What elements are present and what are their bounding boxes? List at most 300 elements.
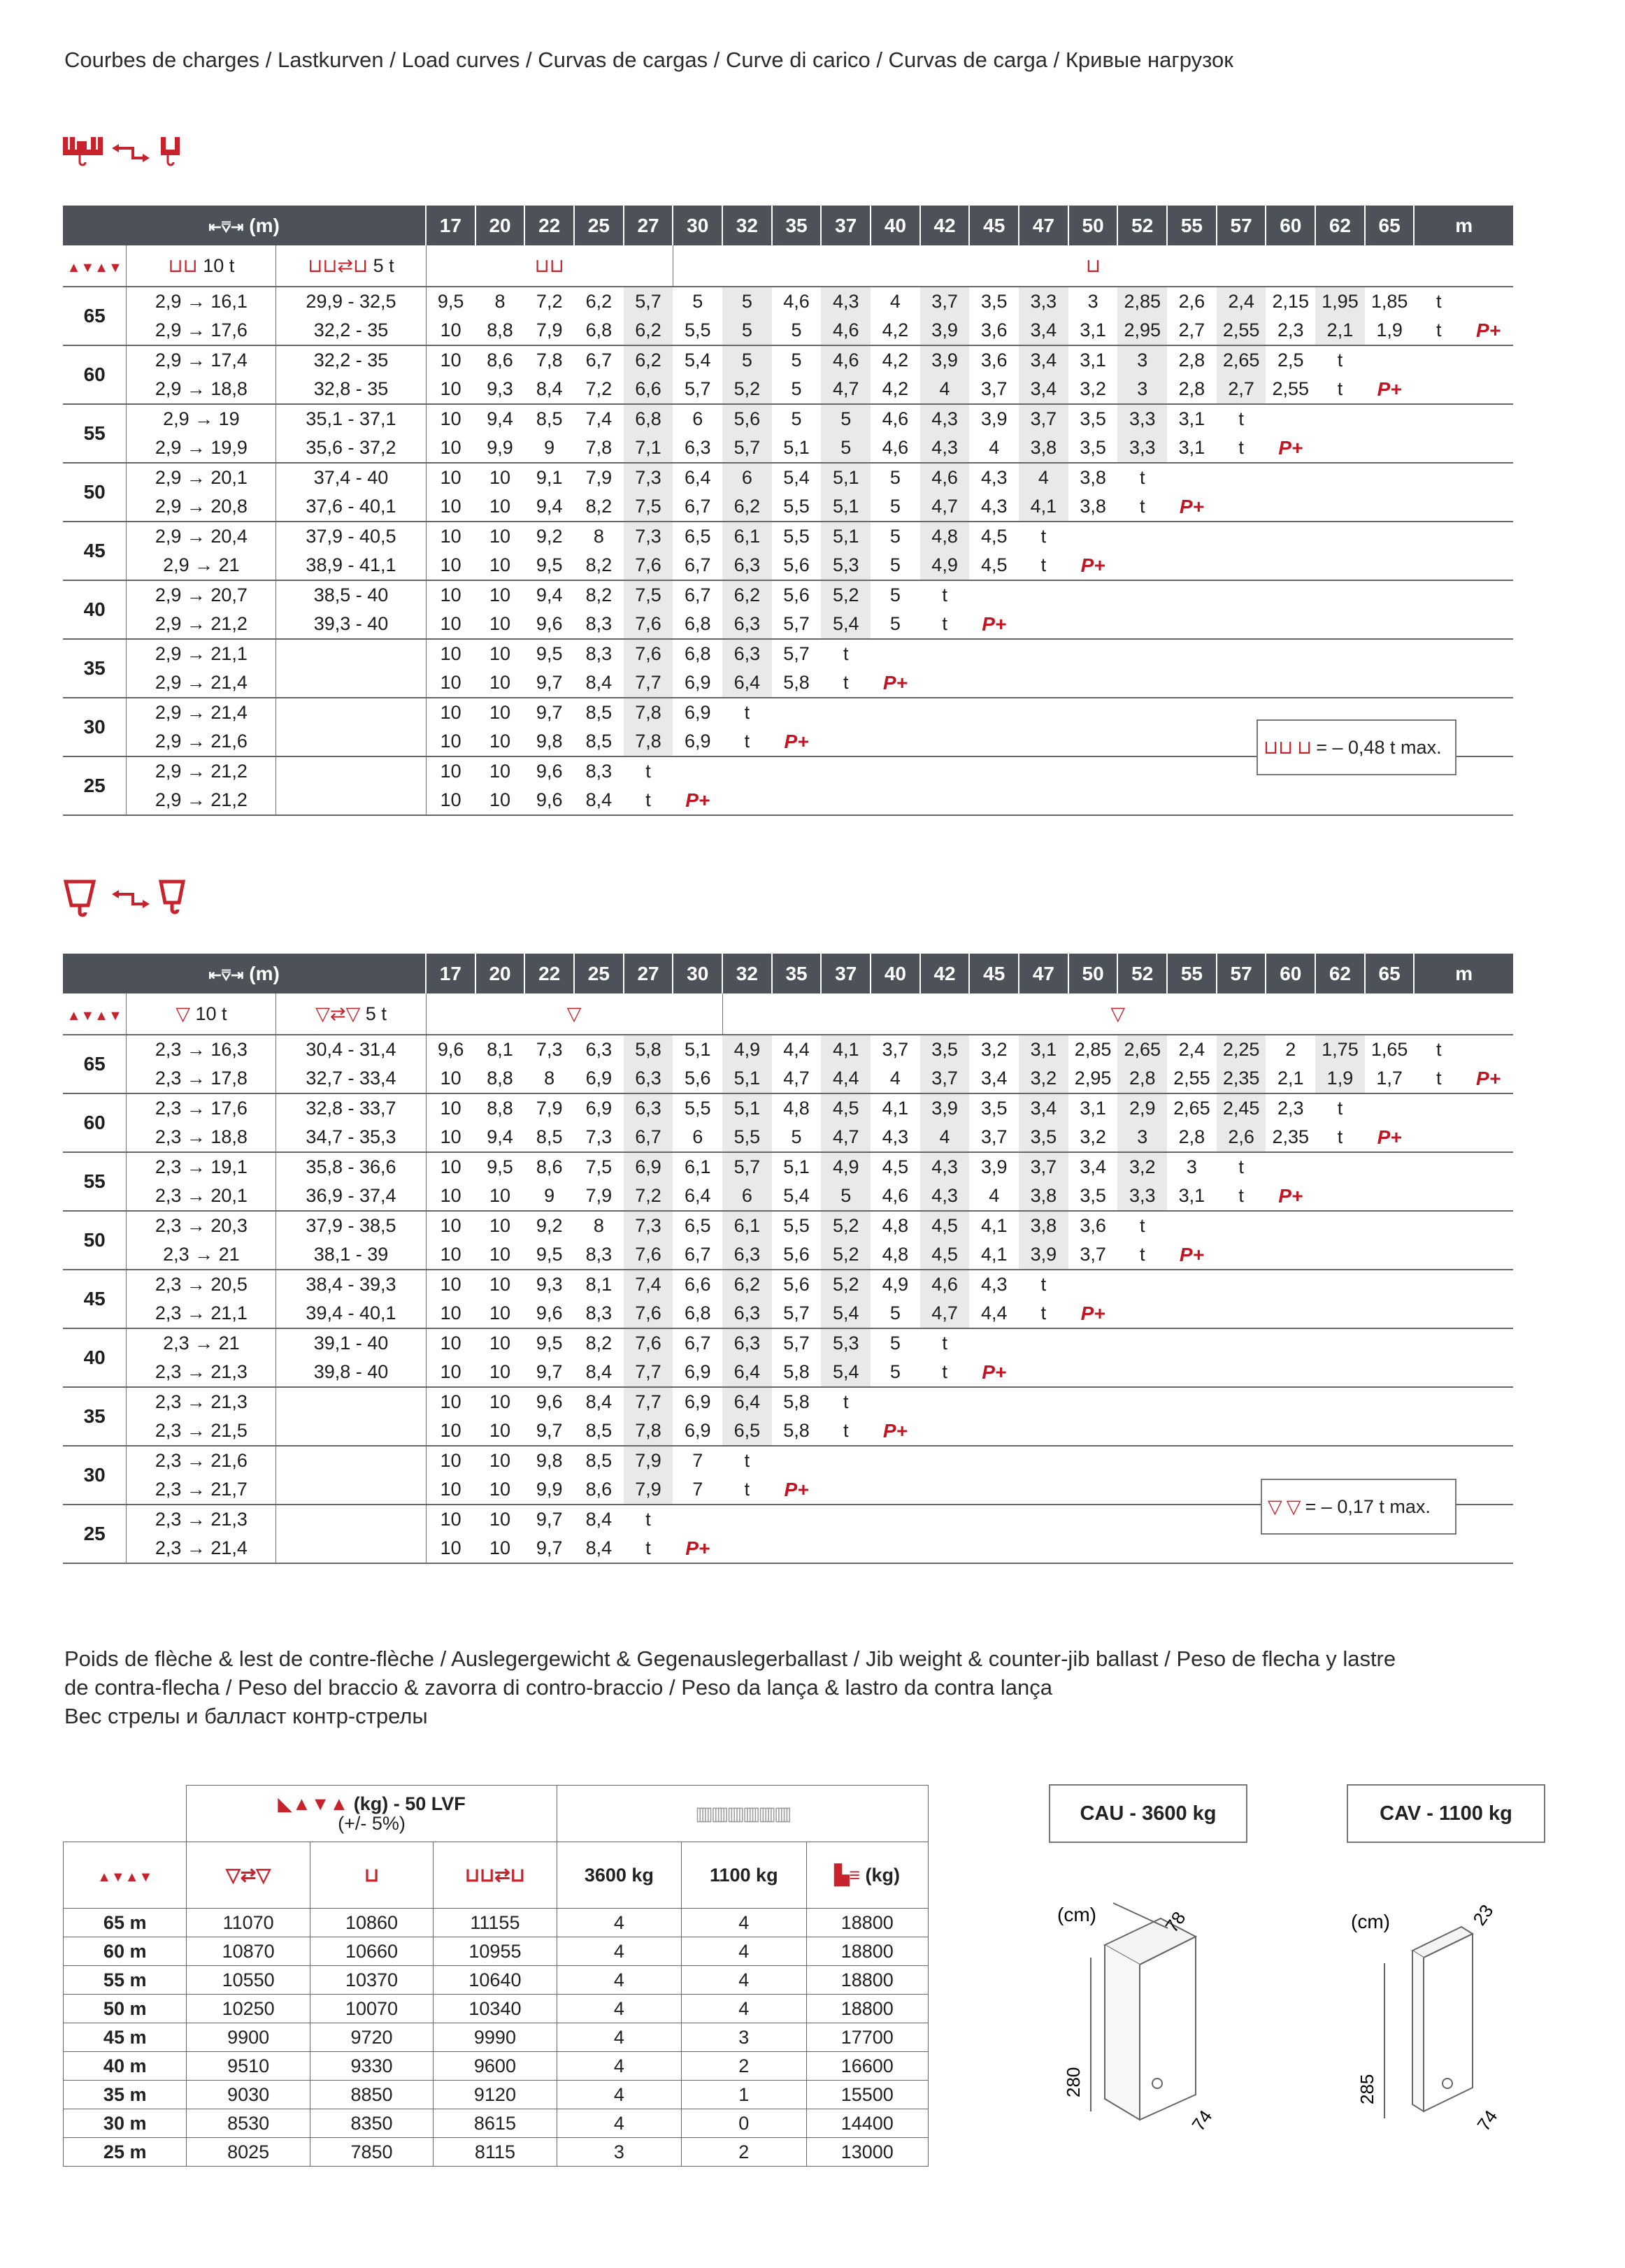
load-value-cell: 9,7 (524, 1358, 574, 1387)
load-value-cell: 10 (489, 1391, 511, 1412)
load-value-cell: 8,2 (585, 1333, 613, 1354)
load-value-cell: 4,5 (969, 551, 1019, 580)
load-value-cell: 7,8 (624, 1416, 673, 1446)
load-value-cell: 3,4 (1019, 1093, 1068, 1123)
empty-cell (1463, 1123, 1513, 1152)
load-value-cell: 8 (494, 291, 506, 312)
unit-t-cell: t (1337, 1098, 1343, 1119)
empty-cell (1167, 1299, 1217, 1328)
empty-cell (969, 1534, 1019, 1563)
radius-27: 27 (624, 206, 673, 245)
empty-cell (1463, 1240, 1513, 1270)
load-value-cell: 7,3 (574, 1123, 624, 1152)
load-value-cell: 7 (673, 1475, 722, 1505)
empty-cell (1414, 1240, 1463, 1270)
load-value-cell: 3,7 (882, 1039, 909, 1060)
weight-cell: 18800 (806, 1966, 929, 1995)
unit-t-cell: t (942, 1333, 947, 1354)
empty-cell (1068, 1446, 1118, 1475)
load-row (63, 522, 1513, 551)
load-value-cell: 5,3 (821, 1328, 871, 1358)
radius-32: 32 (722, 954, 772, 993)
empty-cell (1365, 1534, 1415, 1563)
load-value-cell: 6,9 (673, 1416, 722, 1446)
load-value-cell: 3 (1117, 345, 1167, 375)
empty-cell (871, 1505, 920, 1534)
empty-cell (1463, 1387, 1513, 1416)
cav-width-label: 74 (1473, 2106, 1502, 2135)
empty-cell (969, 1446, 1019, 1475)
load-value-cell: 10 (475, 610, 525, 639)
unit-t-cell: t (1040, 1274, 1047, 1295)
load-value-cell: 2,8 (1117, 1064, 1167, 1093)
empty-cell (1315, 786, 1365, 815)
double-switch-icon: ⊔⊔⇄⊔ (434, 1842, 557, 1909)
empty-cell (1068, 610, 1118, 639)
empty-cell (871, 1387, 920, 1416)
load-value-cell: 7,7 (624, 668, 673, 698)
radius-45: 45 (969, 206, 1019, 245)
jib-weight-title: Poids de flèche & lest de contre-flèche / Auslegergewicht & Gegenauslegerballast / Jib weight & counter-jib ballast / Peso de flecha y lastre de contra-flecha / Peso del braccio & zavorra di contro-braccio / Peso da lança & lastro da contra lança Вес стрелы и балласт контр-стрелы (64, 1646, 1396, 1728)
empty-cell (1414, 404, 1463, 433)
unit-t-cell: t (645, 761, 651, 782)
load-value-cell: 3,1 (1080, 1098, 1106, 1119)
range-switch-cell (276, 1416, 426, 1446)
load-value-cell: 4,3 (980, 1274, 1008, 1295)
empty-cell (1167, 1505, 1217, 1534)
empty-cell (1414, 492, 1463, 522)
hook-switch-icon: ▽⇄▽ (187, 1842, 310, 1909)
load-value-cell: 4,7 (772, 1064, 822, 1093)
load-value-cell: 2,3 (1266, 316, 1315, 345)
load-value-cell: 8 (593, 1215, 604, 1236)
empty-cell (1315, 639, 1365, 668)
load-value-cell: 5,4 (684, 350, 711, 371)
range-double-cell: 2,9 → 21,1 (127, 639, 276, 668)
empty-cell (1463, 1534, 1513, 1563)
empty-cell (1117, 1446, 1167, 1475)
load-value-cell: 2,5 (1277, 350, 1304, 371)
empty-cell (1217, 639, 1266, 668)
range-switch-cell: 39,8 - 40 (276, 1358, 426, 1387)
load-value-cell: 10 (475, 727, 525, 756)
empty-cell (920, 1534, 970, 1563)
unit-t-cell: t (744, 1450, 750, 1471)
empty-cell (821, 756, 871, 786)
load-value-cell: 4 (969, 433, 1019, 463)
empty-cell (920, 727, 970, 756)
load-value-cell: 5,4 (821, 1299, 871, 1328)
load-value-cell: 4 (969, 1182, 1019, 1211)
load-value-cell: 8,6 (487, 350, 513, 371)
double-trolley-icon: ⊔⊔ (1264, 736, 1294, 758)
double-hook-to-single-icon (63, 877, 189, 921)
load-value-cell: 5,2 (722, 375, 772, 404)
load-value-cell: 3,4 (1019, 375, 1068, 404)
empty-cell (969, 698, 1019, 727)
load-value-cell: 6,9 (673, 668, 722, 698)
radius-30: 30 (673, 954, 722, 993)
load-value-cell: 7,1 (624, 433, 673, 463)
unit-t-cell: t (1117, 1240, 1167, 1270)
load-value-cell: 4,6 (783, 291, 810, 312)
empty-cell (1217, 463, 1266, 492)
load-value-cell: 5 (722, 345, 772, 375)
unit-t-cell: t (1140, 1215, 1145, 1236)
load-value-cell: 10 (426, 610, 475, 639)
load-value-cell: 3,7 (969, 375, 1019, 404)
load-value-cell: 3,5 (1080, 408, 1106, 429)
load-value-cell: 5,8 (624, 1035, 673, 1064)
weight-cell: 4 (557, 1966, 681, 1995)
empty-cell (1019, 610, 1068, 639)
range-double-cell: 2,9 → 21,2 (127, 756, 276, 786)
empty-cell (1463, 756, 1513, 786)
empty-cell (1266, 610, 1315, 639)
load-value-cell: 5 (889, 584, 901, 605)
weight-cell: 4 (557, 1995, 681, 2023)
unit-t-cell: t (1238, 1156, 1244, 1177)
weight-cell: 2 (682, 2138, 806, 2167)
load-value-cell: 5,5 (722, 1123, 772, 1152)
load-value-cell: 7,8 (624, 727, 673, 756)
empty-cell (1167, 639, 1217, 668)
empty-cell (1463, 786, 1513, 815)
jib-length-cell: 60 (63, 1093, 127, 1152)
load-value-cell: 2,7 (1217, 375, 1266, 404)
load-value-cell: 4,3 (920, 1182, 970, 1211)
load-value-cell: 6,7 (673, 1240, 722, 1270)
empty-cell (1266, 1328, 1315, 1358)
weight-cell: 9900 (187, 2023, 310, 2052)
load-value-cell: 2,8 (1167, 1123, 1217, 1152)
load-value-cell: 4,9 (920, 551, 970, 580)
empty-cell (1167, 727, 1217, 756)
empty-cell (1463, 375, 1513, 404)
load-value-cell: 10 (426, 433, 475, 463)
load-value-cell: 5 (821, 433, 871, 463)
load-value-cell: 4,9 (821, 1152, 871, 1182)
empty-cell (1266, 522, 1315, 551)
empty-cell (1217, 1446, 1266, 1475)
load-value-cell: 7,8 (536, 350, 563, 371)
empty-cell (1463, 1152, 1513, 1182)
p-plus-badge: P+ (969, 610, 1019, 639)
load-row (63, 375, 1513, 404)
empty-cell (871, 1475, 920, 1505)
range-switch-cell: 38,5 - 40 (276, 580, 426, 610)
empty-cell (1365, 1328, 1415, 1358)
weight-cell: 10870 (187, 1937, 310, 1966)
empty-cell (1266, 1299, 1315, 1328)
load-value-cell: 5,2 (821, 1240, 871, 1270)
jib-length-label: 30 m (64, 2109, 187, 2138)
empty-cell (1068, 698, 1118, 727)
load-value-cell: 7,9 (585, 467, 613, 488)
empty-cell (1167, 1211, 1217, 1240)
load-value-cell: 3,5 (1068, 1182, 1118, 1211)
weight-row (64, 2109, 929, 2138)
load-value-cell: 6,5 (684, 1215, 711, 1236)
load-value-cell: 9,5 (524, 551, 574, 580)
load-value-cell: 3 (1117, 1123, 1167, 1152)
empty-cell (1365, 1270, 1415, 1299)
load-value-cell: 8,6 (574, 1475, 624, 1505)
load-value-cell: 8,2 (574, 492, 624, 522)
load-value-cell: 6,6 (684, 1274, 711, 1295)
p-plus-badge: P+ (1266, 433, 1315, 463)
weight-cell: 4 (557, 2052, 681, 2081)
empty-cell (1117, 668, 1167, 698)
load-value-cell: 5 (791, 408, 802, 429)
range-double-cell: 2,9 → 21,6 (127, 727, 276, 756)
empty-cell (1167, 1416, 1217, 1446)
load-value-cell: 6,4 (722, 1387, 772, 1416)
empty-cell (1414, 1534, 1463, 1563)
radius-45: 45 (969, 954, 1019, 993)
empty-cell (1463, 1182, 1513, 1211)
load-row (63, 404, 1513, 433)
empty-cell (1414, 786, 1463, 815)
radius-20: 20 (475, 954, 525, 993)
load-value-cell: 5 (772, 1123, 822, 1152)
empty-cell (1217, 610, 1266, 639)
load-value-cell: 8 (593, 526, 604, 547)
range-double-cell: 2,3 → 17,8 (127, 1064, 276, 1093)
trolley-radius-icon: ⇤⩢⇥ (208, 966, 244, 984)
load-row (63, 1387, 1513, 1416)
load-row (63, 610, 1513, 639)
empty-cell (821, 786, 871, 815)
cau-unit: (cm) (1057, 1904, 1096, 1925)
empty-cell (1365, 786, 1415, 815)
unit-t-cell: t (1315, 375, 1365, 404)
load-value-cell: 10 (475, 492, 525, 522)
empty-cell (1117, 698, 1167, 727)
empty-cell (969, 756, 1019, 786)
empty-cell (1068, 1416, 1118, 1446)
load-value-cell: 3,7 (1068, 1240, 1118, 1270)
empty-cell (1266, 580, 1315, 610)
empty-cell (1019, 639, 1068, 668)
load-value-cell: 10 (489, 1509, 511, 1530)
empty-cell (1414, 1446, 1463, 1475)
load-value-cell: 9,7 (524, 1416, 574, 1446)
cav-label-box: CAV - 1100 kg (1347, 1784, 1545, 1843)
range-switch-cell (276, 727, 426, 756)
unit-t-cell: t (1217, 433, 1266, 463)
empty-cell (1463, 1093, 1513, 1123)
empty-cell (920, 756, 970, 786)
load-value-cell: 6,2 (722, 580, 772, 610)
load-value-cell: 8,3 (585, 761, 613, 782)
jib-length-label: 35 m (64, 2081, 187, 2109)
empty-cell (821, 1534, 871, 1563)
range-switch-cell: 35,8 - 36,6 (276, 1152, 426, 1182)
load-value-cell: 8,6 (536, 1156, 563, 1177)
unit-t-cell: t (843, 1391, 849, 1412)
empty-cell (1167, 668, 1217, 698)
weight-cell: 18800 (806, 1995, 929, 2023)
empty-cell (1315, 1534, 1365, 1563)
load-value-cell: 7,5 (624, 580, 673, 610)
load-value-cell: 1,9 (1365, 316, 1415, 345)
load-value-cell: 5,1 (783, 1156, 810, 1177)
empty-cell (772, 1446, 822, 1475)
load-row (63, 1240, 1513, 1270)
unit-t-cell: t (843, 643, 849, 664)
unit-t-cell: t (1140, 467, 1145, 488)
range-switch-cell (276, 668, 426, 698)
load-value-cell: 4,8 (783, 1098, 810, 1119)
empty-cell (1315, 610, 1365, 639)
load-value-cell: 3,2 (980, 1039, 1008, 1060)
empty-cell (1117, 1505, 1167, 1534)
empty-cell (1414, 1182, 1463, 1211)
load-value-cell: 4 (920, 375, 970, 404)
empty-cell (1167, 1328, 1217, 1358)
empty-cell (1315, 1299, 1365, 1328)
load-value-cell: 4,7 (920, 492, 970, 522)
load-value-cell: 4,5 (980, 526, 1008, 547)
empty-cell (1167, 786, 1217, 815)
empty-cell (1217, 1505, 1266, 1534)
empty-cell (1365, 1152, 1415, 1182)
empty-cell (1266, 1446, 1315, 1475)
load-value-cell: 6,2 (722, 492, 772, 522)
load-value-cell: 5,7 (673, 375, 722, 404)
empty-cell (1315, 1328, 1365, 1358)
load-value-cell: 2 (1285, 1039, 1296, 1060)
load-row (63, 1182, 1513, 1211)
load-value-cell: 6,9 (673, 1358, 722, 1387)
single-trolley-zone-icon: ⊔ (673, 245, 1513, 287)
cau-depth-label: 78 (1161, 1907, 1190, 1937)
jib-length-label: 50 m (64, 1995, 187, 2023)
jib-length-cell: 25 (63, 1505, 127, 1563)
load-value-cell: 1,65 (1370, 1039, 1408, 1060)
range-switch-cell: 35,1 - 37,1 (276, 404, 426, 433)
load-value-cell: 10 (426, 1240, 475, 1270)
jib-length-cell: 30 (63, 1446, 127, 1505)
load-value-cell: 7,6 (624, 1299, 673, 1328)
load-value-cell: 5,7 (772, 1299, 822, 1328)
load-value-cell: 9,9 (475, 433, 525, 463)
range-switch-cell: 32,8 - 35 (276, 375, 426, 404)
empty-cell (1315, 551, 1365, 580)
load-value-cell: 5,5 (783, 526, 810, 547)
empty-cell (1068, 639, 1118, 668)
load-value-cell: 4,2 (871, 316, 920, 345)
empty-cell (1463, 580, 1513, 610)
load-value-cell: 10 (426, 1505, 475, 1534)
weight-row (64, 1937, 929, 1966)
range-switch-cell: 35,6 - 37,2 (276, 433, 426, 463)
load-value-cell: 9,5 (524, 1240, 574, 1270)
empty-cell (1365, 610, 1415, 639)
radius-17: 17 (426, 954, 475, 993)
load-value-cell: 9,6 (524, 1299, 574, 1328)
load-value-cell: 4,9 (882, 1274, 909, 1295)
unit-t-cell: t (1217, 1182, 1266, 1211)
load-value-cell: 10 (489, 761, 511, 782)
radius-22: 22 (524, 206, 574, 245)
p-plus-badge: P+ (1167, 1240, 1217, 1270)
load-value-cell: 7,3 (624, 522, 673, 551)
range-double-cell: 2,9 → 17,4 (127, 345, 276, 375)
load-value-cell: 7,6 (624, 639, 673, 668)
radius-32: 32 (722, 206, 772, 245)
load-value-cell: 10 (426, 492, 475, 522)
empty-cell (1117, 1387, 1167, 1416)
empty-cell (1365, 551, 1415, 580)
load-value-cell: 7,9 (624, 1475, 673, 1505)
weight-cell: 10370 (310, 1966, 433, 1995)
load-value-cell: 2,85 (1117, 287, 1167, 316)
empty-cell (1463, 639, 1513, 668)
load-value-cell: 9,3 (475, 375, 525, 404)
load-value-cell: 5,3 (821, 551, 871, 580)
radius-47: 47 (1019, 206, 1068, 245)
weight-cell: 10250 (187, 1995, 310, 2023)
load-value-cell: 7,6 (624, 1328, 673, 1358)
empty-cell (1414, 522, 1463, 551)
load-value-cell: 5,1 (821, 522, 871, 551)
empty-cell (1019, 1416, 1068, 1446)
load-value-cell: 6,4 (722, 668, 772, 698)
empty-cell (1019, 698, 1068, 727)
load-value-cell: 7 (692, 1450, 703, 1471)
empty-cell (871, 1534, 920, 1563)
load-row (63, 316, 1513, 345)
jib-length-label: 40 m (64, 2052, 187, 2081)
load-value-cell: 3,3 (1117, 1182, 1167, 1211)
weight-cell: 4 (557, 2023, 681, 2052)
range-switch-cell: 32,7 - 33,4 (276, 1064, 426, 1093)
load-value-cell: 4,1 (1019, 492, 1068, 522)
weight-row (64, 1995, 929, 2023)
load-value-cell: 7,5 (585, 1156, 613, 1177)
load-value-cell: 7,8 (624, 698, 673, 727)
empty-cell (920, 1387, 970, 1416)
load-value-cell: 9,5 (536, 1333, 563, 1354)
load-value-cell: 2,65 (1217, 345, 1266, 375)
load-value-cell: 4 (920, 1123, 970, 1152)
load-value-cell: 3,7 (1019, 404, 1068, 433)
empty-cell (1315, 1446, 1365, 1475)
load-value-cell: 3 (1087, 291, 1098, 312)
load-value-cell: 4,3 (871, 1123, 920, 1152)
load-row (63, 1152, 1513, 1182)
load-value-cell: 5,4 (821, 610, 871, 639)
load-value-cell: 10 (489, 526, 511, 547)
empty-cell (1019, 668, 1068, 698)
weight-cell: 1 (682, 2081, 806, 2109)
load-value-cell: 6,1 (722, 522, 772, 551)
empty-cell (1315, 580, 1365, 610)
range-switch-cell: 39,4 - 40,1 (276, 1299, 426, 1328)
jib-length-cell: 45 (63, 1270, 127, 1328)
load-value-cell: 4,6 (871, 433, 920, 463)
load-value-cell: 5,1 (722, 1064, 772, 1093)
load-value-cell: 10 (426, 345, 475, 375)
load-value-cell: 4 (1019, 463, 1068, 492)
empty-cell (1167, 756, 1217, 786)
empty-cell (1117, 786, 1167, 815)
range-double-cell: 2,3 → 16,3 (127, 1035, 276, 1064)
range-switch-cell: 37,9 - 40,5 (276, 522, 426, 551)
load-value-cell: 7,9 (624, 1446, 673, 1475)
